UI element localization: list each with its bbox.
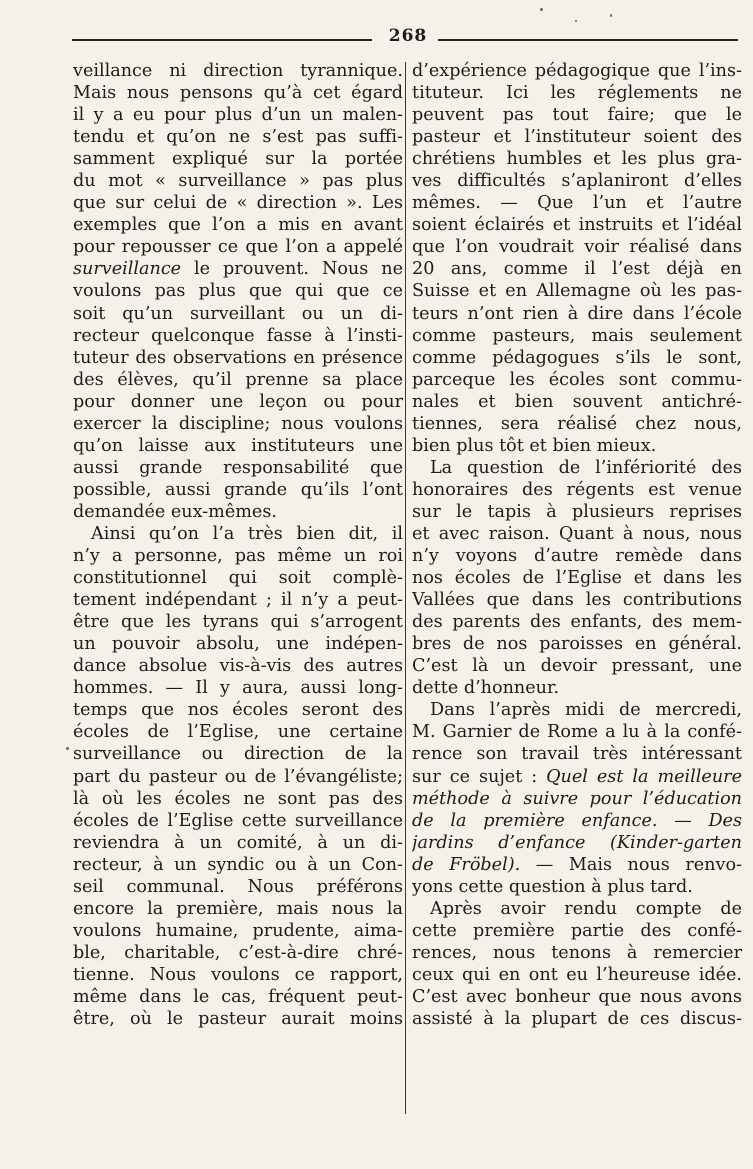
text-segment: des parents des enfants, des mem- — [412, 612, 742, 633]
left-column-line — [73, 258, 403, 280]
right-column-line — [412, 545, 742, 567]
left-column-line — [73, 325, 403, 347]
text-segment: samment expliqué sur la portée — [73, 149, 403, 170]
page-number: 268 — [388, 26, 428, 46]
text-segment: Mais nous pensons qu’à cet égard — [73, 83, 403, 104]
paper-speck — [610, 14, 612, 17]
paper-speck — [66, 747, 69, 750]
italic-text: de Fröbel). — [412, 854, 521, 875]
text-segment: que l’on voudrait voir réalisé dans — [412, 237, 742, 258]
text-segment: assisté à la plupart de ces discus- — [412, 1009, 742, 1030]
left-column-line — [73, 677, 403, 699]
left-column-line — [73, 214, 403, 236]
left-column-line — [73, 721, 403, 743]
text-segment: sur le tapis à plusieurs reprises — [412, 501, 742, 522]
text-segment: C’est avec bonheur que nous avons — [412, 986, 742, 1007]
text-segment: chrétiens humbles et les plus gra- — [412, 149, 742, 170]
text-segment: Après avoir rendu compte de — [430, 898, 742, 919]
left-column-line — [73, 898, 403, 920]
text-segment: nos écoles de l’Eglise et dans les — [412, 568, 742, 589]
left-column-line — [73, 964, 403, 986]
right-column-line — [412, 810, 742, 832]
text-segment: pour repousser ce que l’on a appelé — [73, 237, 403, 258]
page-header — [72, 26, 738, 50]
right-column-line — [412, 788, 742, 810]
text-segment: qu’on laisse aux instituteurs une — [73, 435, 403, 456]
right-column-line — [412, 523, 742, 545]
italic-text: de la première enfance. — Des — [412, 810, 742, 831]
right-column-line — [412, 457, 742, 479]
left-column-line — [73, 501, 403, 523]
text-segment: le prouvent. Nous ne — [181, 259, 403, 280]
text-segment: tuteur des observations en présence — [73, 347, 403, 368]
text-segment: n’y a personne, pas même un roi — [73, 546, 403, 567]
text-segment: bres de nos paroisses en général. — [412, 634, 742, 655]
text-segment: possible, aussi grande qu’ils l’ont — [73, 479, 403, 500]
text-segment: Vallées que dans les contributions — [412, 590, 742, 611]
text-segment: temps que nos écoles seront des — [73, 700, 403, 721]
right-column-line — [412, 347, 742, 369]
text-segment: écoles de l’Eglise, une certaine — [73, 722, 403, 743]
text-segment: encore la première, mais nous la — [73, 898, 403, 919]
right-column-line — [412, 258, 742, 280]
left-column-line — [73, 986, 403, 1008]
text-segment: un pouvoir absolu, une indépen- — [73, 634, 403, 655]
text-segment: il y a eu pour plus d’un un malen- — [73, 105, 403, 126]
text-segment: écoles de l’Eglise cette surveillance — [73, 810, 403, 831]
left-column — [73, 60, 403, 1030]
text-segment: comme pasteurs, mais seulement — [412, 325, 742, 346]
text-segment: bien plus tôt et bien mieux. — [412, 435, 657, 456]
text-segment: tiennes, sera réalisé chez nous, — [412, 413, 742, 434]
text-segment: même dans le cas, fréquent peut- — [73, 986, 403, 1007]
left-column-line — [73, 303, 403, 325]
text-segment: peuvent pas tout faire; que le — [412, 105, 742, 126]
text-segment: tement indépendant ; il n’y a peut- — [73, 590, 403, 611]
right-column-line — [412, 126, 742, 148]
paper-speck — [540, 8, 543, 11]
left-column-line — [73, 148, 403, 170]
text-segment: voulons humaine, prudente, aima- — [73, 920, 403, 941]
right-column-line — [412, 633, 742, 655]
right-column-line — [412, 303, 742, 325]
text-segment: C’est là un devoir pressant, une — [412, 656, 742, 677]
right-column-line — [412, 964, 742, 986]
text-segment: n’y voyons d’autre remède dans — [412, 546, 742, 567]
text-segment: tendu et qu’on ne s’est pas suffi- — [73, 127, 403, 148]
text-segment: rences, nous tenons à remercier — [412, 942, 742, 963]
right-column-line — [412, 986, 742, 1008]
text-segment: là où les écoles ne sont pas des — [73, 788, 403, 809]
right-column-line — [412, 589, 742, 611]
left-column-line — [73, 920, 403, 942]
text-segment: reviendra à un comité, à un di- — [73, 832, 403, 853]
right-column-line — [412, 1008, 742, 1030]
text-segment: tituteur. Ici les réglements ne — [412, 83, 742, 104]
text-segment: 20 ans, comme il l’est déjà en — [412, 259, 742, 280]
left-column-line — [73, 942, 403, 964]
text-segment: hommes. — Il y aura, aussi long- — [73, 678, 403, 699]
left-column-line — [73, 854, 403, 876]
left-column-line — [73, 236, 403, 258]
right-column-line — [412, 501, 742, 523]
text-segment: pasteur et l’instituteur soient des — [412, 127, 742, 148]
right-column-line — [412, 435, 742, 457]
right-column-line — [412, 413, 742, 435]
text-segment: soit qu’un surveillant ou un di- — [73, 303, 403, 324]
left-column-line — [73, 391, 403, 413]
right-column-line — [412, 832, 742, 854]
text-segment: Dans l’après midi de mercredi, — [430, 700, 742, 721]
left-column-line — [73, 104, 403, 126]
text-segment: constitutionnel qui soit complè- — [73, 568, 403, 589]
text-segment: être, où le pasteur aurait moins — [73, 1009, 403, 1030]
text-segment: recteur, à un syndic ou à un Con- — [73, 854, 403, 875]
text-segment: — Mais nous renvo- — [520, 854, 742, 875]
italic-text: surveillance — [73, 259, 182, 280]
text-segment: voulons pas plus que qui que ce — [73, 281, 403, 302]
right-column-line — [412, 655, 742, 677]
left-column-line — [73, 435, 403, 457]
left-column-line — [73, 457, 403, 479]
left-column-line — [73, 347, 403, 369]
left-column-line — [73, 369, 403, 391]
right-column-line — [412, 391, 742, 413]
left-column-line — [73, 280, 403, 302]
right-column-line — [412, 898, 742, 920]
left-column-line — [73, 413, 403, 435]
right-column-line — [412, 854, 742, 876]
left-column-line — [73, 567, 403, 589]
left-column-line — [73, 633, 403, 655]
text-segment: rence son travail très intéressant — [412, 744, 742, 765]
right-column-line — [412, 170, 742, 192]
left-column-line — [73, 479, 403, 501]
right-column-line — [412, 699, 742, 721]
text-segment: mêmes. — Que l’un et l’autre — [412, 193, 742, 214]
text-segment: soient éclairés et instruits et l’idéal — [412, 215, 742, 236]
left-column-line — [73, 699, 403, 721]
text-segment: nales et bien souvent antichré- — [412, 391, 742, 412]
text-segment: La question de l’infériorité des — [430, 457, 742, 478]
left-column-line — [73, 832, 403, 854]
text-segment: ves difficultés s’aplaniront d’elles — [412, 171, 742, 192]
right-column-line — [412, 567, 742, 589]
right-column-line — [412, 721, 742, 743]
text-segment: exercer la discipline; nous voulons — [73, 413, 403, 434]
right-column-line — [412, 876, 742, 898]
text-segment: ble, charitable, c’est-à-dire chré- — [73, 942, 403, 963]
right-column-line — [412, 148, 742, 170]
right-column-line — [412, 942, 742, 964]
right-column-line — [412, 920, 742, 942]
left-column-line — [73, 192, 403, 214]
text-segment: teurs n’ont rien à dire dans l’école — [412, 303, 742, 324]
text-segment: Suisse et en Allemagne où les pas- — [412, 281, 742, 302]
text-segment: M. Garnier de Rome a lu à la confé- — [412, 722, 742, 743]
text-segment: pour donner une leçon ou pour — [73, 391, 403, 412]
left-column-line — [73, 876, 403, 898]
left-column-line — [73, 655, 403, 677]
text-segment: que sur celui de « direction ». Les — [73, 193, 403, 214]
text-segment: Ainsi qu’on l’a très bien dit, il — [91, 523, 403, 544]
right-column-line — [412, 236, 742, 258]
right-column-line — [412, 743, 742, 765]
text-segment: dance absolue vis-à-vis des autres — [73, 656, 403, 677]
right-column-line — [412, 280, 742, 302]
left-column-line — [73, 82, 403, 104]
right-column-line — [412, 325, 742, 347]
italic-text: méthode à suivre pour l’éducation — [412, 788, 742, 809]
text-segment: exemples que l’on a mis en avant — [73, 215, 403, 236]
right-column-line — [412, 766, 742, 788]
header-rule-right — [438, 39, 738, 41]
italic-text: Quel est la meilleure — [546, 766, 742, 787]
column-divider — [405, 62, 406, 1114]
right-column-line — [412, 214, 742, 236]
left-column-line — [73, 523, 403, 545]
text-segment: parceque les écoles sont commu- — [412, 369, 742, 390]
text-segment: comme pédagogues s’ils le sont, — [412, 347, 742, 368]
right-column-line — [412, 192, 742, 214]
left-column-line — [73, 126, 403, 148]
left-column-line — [73, 788, 403, 810]
right-column-line — [412, 611, 742, 633]
text-segment: cette première partie des confé- — [412, 920, 742, 941]
text-segment: yons cette question à plus tard. — [412, 876, 693, 897]
right-column-line — [412, 677, 742, 699]
text-segment: des élèves, qu’il prenne sa place — [73, 369, 403, 390]
left-column-line — [73, 766, 403, 788]
left-column-line — [73, 743, 403, 765]
paper-speck — [575, 20, 577, 22]
right-column-line — [412, 369, 742, 391]
left-column-line — [73, 170, 403, 192]
right-column-line — [412, 479, 742, 501]
text-segment: et avec raison. Quant à nous, nous — [412, 523, 742, 544]
left-column-line — [73, 1008, 403, 1030]
header-rule-left — [72, 39, 372, 41]
text-segment: tienne. Nous voulons ce rapport, — [73, 964, 403, 985]
italic-text: jardins d’enfance (Kinder-garten — [412, 832, 742, 853]
left-column-line — [73, 810, 403, 832]
right-column — [412, 60, 742, 1030]
text-segment: sur ce sujet : — [412, 766, 547, 787]
text-segment: du mot « surveillance » pas plus — [73, 171, 403, 192]
text-segment: veillance ni direction tyrannique. — [73, 61, 403, 81]
left-column-line — [73, 60, 403, 82]
left-column-line — [73, 545, 403, 567]
right-column-line — [412, 104, 742, 126]
text-segment: recteur quelconque fasse à l’insti- — [73, 325, 403, 346]
text-segment: demandée eux-mêmes. — [73, 501, 277, 522]
text-segment: ceux qui en ont eu l’heureuse idée. — [412, 964, 742, 985]
text-segment: être que les tyrans qui s’arrogent — [73, 612, 403, 633]
right-column-line — [412, 60, 742, 82]
left-column-line — [73, 589, 403, 611]
left-column-line — [73, 611, 403, 633]
text-segment: surveillance ou direction de la — [73, 744, 403, 765]
text-segment: aussi grande responsabilité que — [73, 457, 403, 478]
text-segment: part du pasteur ou de l’évangéliste; — [73, 766, 403, 787]
text-segment: honoraires des régents est venue — [412, 479, 742, 500]
text-segment: seil communal. Nous préférons — [73, 876, 403, 897]
text-segment: dette d’honneur. — [412, 678, 560, 699]
right-column-line — [412, 82, 742, 104]
text-segment: d’expérience pédagogique que l’ins- — [412, 61, 742, 81]
